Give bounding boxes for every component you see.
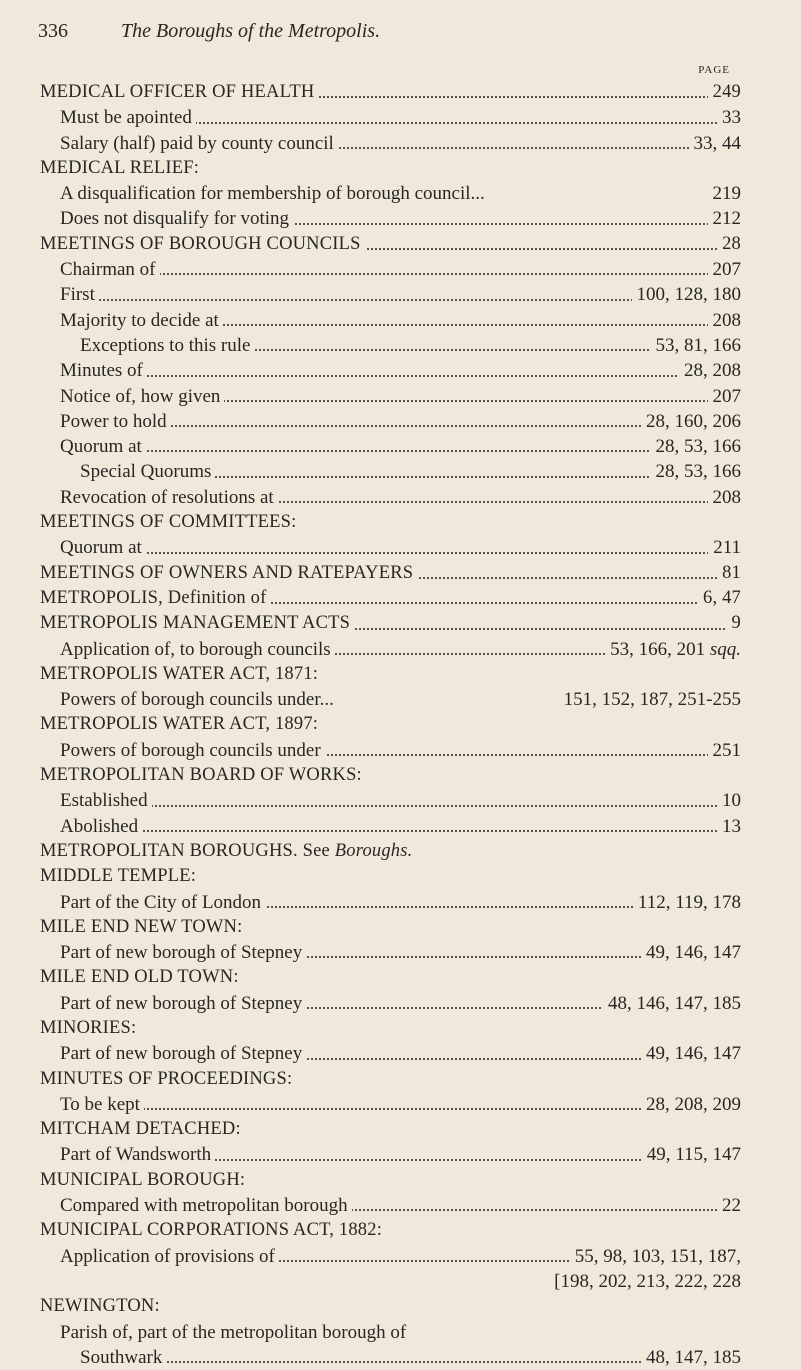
index-subentry <box>0 434 801 459</box>
page-references: 208 <box>708 485 742 510</box>
entry-text: Salary (half) paid by county council <box>60 133 338 154</box>
page-references: 33 <box>717 105 741 130</box>
index-heading <box>0 712 801 737</box>
index-subentry <box>0 282 801 307</box>
entry-text: Powers of borough councils under... <box>60 689 338 710</box>
index-subentry <box>0 814 801 839</box>
index-subentry <box>0 358 801 383</box>
entry-text: MEETINGS OF OWNERS AND RATEPAYERS <box>40 563 417 583</box>
page-references: 13 <box>717 814 741 839</box>
index-heading <box>0 1218 801 1243</box>
index-subentry <box>0 485 801 510</box>
index-subentry <box>0 738 801 763</box>
entry-text: Notice of, how given <box>60 386 224 407</box>
entry-text: Part of new borough of Stepney <box>60 942 306 963</box>
index-heading <box>0 510 801 535</box>
page-references: 28, 208, 209 <box>641 1092 741 1117</box>
page-references: 22 <box>717 1193 741 1218</box>
index-heading <box>0 586 801 611</box>
page-references: 53, 166, 201 sqq. <box>605 637 741 662</box>
page-references: 81 <box>717 561 741 586</box>
entry-text: Does not disqualify for voting <box>60 208 293 229</box>
index-heading <box>0 1067 801 1092</box>
page-references: 151, 152, 187, 251-255 <box>559 687 741 712</box>
index-subentry <box>0 105 801 130</box>
index-heading <box>0 763 801 788</box>
entry-text: MILE END OLD TOWN: <box>40 967 243 987</box>
entry-text: MUNICIPAL BOROUGH: <box>40 1170 249 1190</box>
entry-text: METROPOLITAN BOARD OF WORKS: <box>40 765 366 785</box>
index-heading <box>0 1168 801 1193</box>
index-heading <box>0 1117 801 1142</box>
page-references: 53, 81, 166 <box>651 333 742 358</box>
page-references: 207 <box>708 384 742 409</box>
index-subentry <box>0 1320 801 1345</box>
page-references: 211 <box>708 535 741 560</box>
page-references: 100, 128, 180 <box>632 282 742 307</box>
entry-text: Power to hold <box>60 411 171 432</box>
page-references: 28, 53, 166 <box>651 434 742 459</box>
entry-text: Quorum at <box>60 537 146 558</box>
entry-text: Part of the City of London <box>60 892 265 913</box>
index-subentry <box>0 637 801 662</box>
entry-text: Chairman of <box>60 259 160 280</box>
index-subentry <box>0 459 801 484</box>
entry-text: Application of provisions of <box>60 1246 279 1267</box>
index-heading <box>0 965 801 990</box>
index-heading <box>0 80 801 105</box>
index-heading <box>0 915 801 940</box>
page-references: 207 <box>708 257 742 282</box>
page-references: [198, 202, 213, 222, 228 <box>549 1269 741 1294</box>
index-subentry <box>0 308 801 333</box>
index-subentry <box>0 257 801 282</box>
page-references: 112, 119, 178 <box>633 890 741 915</box>
entry-text: MUNICIPAL CORPORATIONS ACT, 1882: <box>40 1220 386 1240</box>
page-references: 212 <box>708 206 742 231</box>
entry-text: NEWINGTON: <box>40 1296 164 1316</box>
running-title: The Boroughs of the Metropolis. <box>121 20 381 42</box>
entry-text: Exceptions to this rule <box>80 335 254 356</box>
index-subentry <box>0 1345 801 1370</box>
page-references: 28 <box>717 232 741 257</box>
entry-text: Minutes of <box>60 360 147 381</box>
entry-text: Application of, to borough councils <box>60 639 335 660</box>
see-reference: Boroughs. <box>334 840 413 861</box>
entry-text: Must be apointed <box>60 107 196 128</box>
entry-text: Parish of, part of the metropolitan borough of <box>60 1322 410 1343</box>
index-heading <box>0 561 801 586</box>
index-heading <box>0 864 801 889</box>
entry-text: METROPOLIS WATER ACT, 1897: <box>40 714 322 734</box>
entry-text: METROPOLIS, Definition of <box>40 588 270 608</box>
entry-text: Compared with metropolitan borough <box>60 1195 352 1216</box>
entry-text: MIDDLE TEMPLE: <box>40 866 200 886</box>
page-references: 219 <box>708 181 742 206</box>
page-references: 9 <box>727 611 741 636</box>
index-heading <box>0 611 801 636</box>
index-subentry <box>0 333 801 358</box>
entry-text: Powers of borough councils under <box>60 740 325 761</box>
index-heading <box>0 1016 801 1041</box>
entry-text: Majority to decide at <box>60 310 223 331</box>
index-heading <box>0 662 801 687</box>
entry-text: MEDICAL OFFICER OF HEALTH <box>40 82 318 102</box>
index-heading <box>0 232 801 257</box>
index-subentry <box>0 940 801 965</box>
index-heading <box>0 839 801 864</box>
index-subentry <box>0 687 801 712</box>
page-references: 49, 146, 147 <box>641 1041 741 1066</box>
entry-text: Established <box>60 790 152 811</box>
entry-text: MEDICAL RELIEF: <box>40 158 203 178</box>
index-continuation-line <box>0 1269 801 1294</box>
page-references: 28, 53, 166 <box>651 459 742 484</box>
entry-text: To be kept <box>60 1094 144 1115</box>
entry-text: MEETINGS OF BOROUGH COUNCILS <box>40 234 365 254</box>
page-references: 28, 208 <box>679 358 741 383</box>
index-subentry <box>0 206 801 231</box>
page-references: 48, 147, 185 <box>641 1345 741 1370</box>
entry-text: METROPOLIS WATER ACT, 1871: <box>40 664 322 684</box>
index-heading <box>0 1294 801 1319</box>
running-header <box>38 16 738 46</box>
entry-text: METROPOLITAN BOROUGHS. See Boroughs. <box>40 841 417 861</box>
entry-text: Revocation of resolutions at <box>60 487 278 508</box>
entry-text: Special Quorums <box>80 461 215 482</box>
page-references: 49, 115, 147 <box>642 1142 741 1167</box>
page-references: 208 <box>708 308 742 333</box>
index-subentry <box>0 890 801 915</box>
index-subentry <box>0 131 801 156</box>
page-references: 48, 146, 147, 185 <box>603 991 741 1016</box>
entry-text: Part of Wandsworth <box>60 1144 215 1165</box>
entry-text: Part of new borough of Stepney <box>60 1043 306 1064</box>
page-references: 28, 160, 206 <box>641 409 741 434</box>
index-subentry <box>0 1041 801 1066</box>
page-references: 251 <box>708 738 742 763</box>
index-subentry <box>0 788 801 813</box>
entry-text: Abolished <box>60 816 142 837</box>
sqq-suffix: sqq. <box>709 638 741 660</box>
index-subentry <box>0 535 801 560</box>
index-subentry <box>0 181 801 206</box>
index-entries <box>0 80 801 1370</box>
page-references: 249 <box>708 80 741 105</box>
index-subentry <box>0 991 801 1016</box>
index-heading <box>0 156 801 181</box>
entry-text: MILE END NEW TOWN: <box>40 917 246 937</box>
page-references: 10 <box>717 788 741 813</box>
entry-text: METROPOLIS MANAGEMENT ACTS <box>40 613 354 633</box>
entry-text: Quorum at <box>60 436 146 457</box>
entry-text: First <box>60 284 99 305</box>
index-subentry <box>0 1142 801 1167</box>
entry-text: A disqualification for membership of borough council... <box>60 183 489 204</box>
index-subentry <box>0 1092 801 1117</box>
entry-text: MEETINGS OF COMMITTEES: <box>40 512 300 532</box>
page-references: 33, 44 <box>689 131 742 156</box>
entry-text: Southwark <box>80 1347 166 1368</box>
index-subentry <box>0 1244 801 1269</box>
entry-text: MINUTES OF PROCEEDINGS: <box>40 1069 296 1089</box>
entry-text: MITCHAM DETACHED: <box>40 1119 245 1139</box>
page-references: 6, 47 <box>698 586 741 611</box>
page-column-label: PAGE <box>698 64 730 76</box>
index-subentry <box>0 1193 801 1218</box>
index-subentry <box>0 384 801 409</box>
page-number: 336 <box>38 20 68 42</box>
index-subentry <box>0 409 801 434</box>
entry-text: Part of new borough of Stepney <box>60 993 306 1014</box>
entry-text: MINORIES: <box>40 1018 140 1038</box>
page-references: 55, 98, 103, 151, 187, <box>570 1244 741 1269</box>
page-references: 49, 146, 147 <box>641 940 741 965</box>
